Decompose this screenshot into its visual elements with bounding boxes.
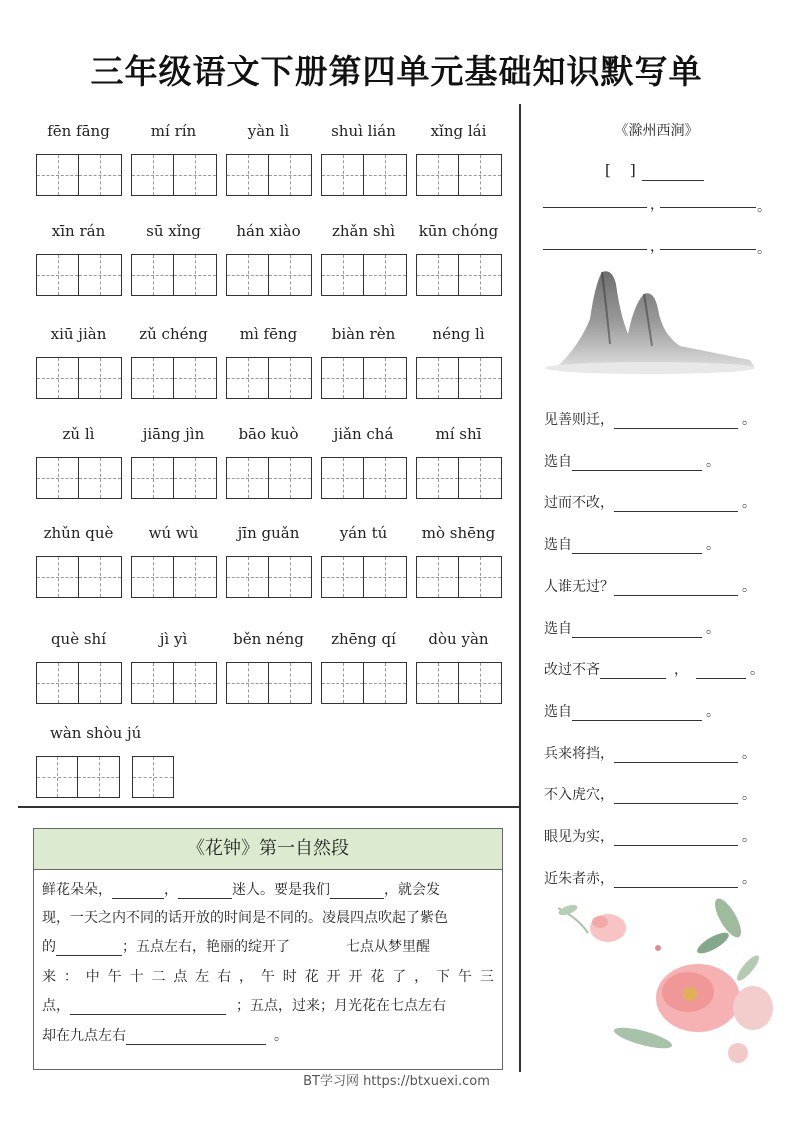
huazhong-blank-1[interactable] — [112, 885, 164, 899]
huazhong-char: 二 — [151, 969, 166, 985]
huazhong-char: 左 — [195, 969, 210, 985]
tianzige-cell[interactable] — [364, 662, 407, 704]
saying-blank[interactable] — [572, 706, 702, 721]
huazhong-text: 七点从梦里醒 — [346, 939, 430, 955]
huazhong-blank-6[interactable] — [126, 1031, 266, 1045]
saying-prompt: 人谁无过？ — [544, 578, 614, 595]
pinyin-text: zǔ chéng — [139, 325, 208, 343]
pinyin-word — [226, 222, 311, 298]
tianzige-cell[interactable] — [459, 662, 502, 704]
saying-end-punct: 。 — [742, 495, 756, 512]
tianzige-cell[interactable] — [131, 556, 174, 598]
character-boxes — [226, 357, 312, 399]
character-boxes — [416, 662, 502, 704]
tianzige-cell[interactable] — [269, 457, 312, 499]
poem-line1-period: 。 — [757, 199, 771, 215]
tianzige-cell[interactable] — [364, 154, 407, 196]
pinyin-word — [226, 630, 311, 706]
huazhong-char: ， — [239, 969, 254, 985]
huazhong-text: ， — [164, 882, 178, 898]
tianzige-cell[interactable] — [131, 254, 174, 296]
pinyin-word — [131, 425, 216, 501]
poem-line2-blank-b[interactable] — [660, 249, 756, 250]
pinyin-text: zhǎn shì — [331, 222, 396, 240]
saying-prompt: 改过不吝 — [544, 662, 600, 679]
huazhong-blank-2[interactable] — [178, 885, 232, 899]
pinyin-text: zhǔn què — [43, 524, 114, 542]
saying-prompt: 眼见为实， — [544, 829, 614, 845]
huazhong-text: ；五点左右，艳丽的绽开了 — [122, 939, 290, 955]
tianzige-cell[interactable] — [364, 254, 407, 296]
pinyin-word — [36, 325, 121, 401]
saying-line — [544, 868, 756, 888]
character-boxes — [131, 254, 217, 296]
pinyin-word — [416, 425, 501, 501]
character-boxes — [36, 154, 122, 196]
pinyin-text: wàn shòu jú — [50, 724, 142, 742]
pinyin-text: yán tú — [339, 524, 388, 542]
huazhong-char: 开 — [326, 969, 341, 985]
tianzige-cell[interactable] — [36, 756, 78, 798]
pinyin-word — [321, 425, 406, 501]
pinyin-word — [226, 122, 311, 198]
huazhong-text: 鲜花朵朵， — [42, 882, 112, 898]
saying-line — [544, 826, 756, 846]
pinyin-word — [416, 630, 501, 706]
character-boxes — [321, 457, 407, 499]
tianzige-cell[interactable] — [364, 357, 407, 399]
huazhong-text: ，就会发 — [384, 882, 440, 898]
huazhong-char: ： — [63, 969, 78, 985]
saying-line — [544, 576, 756, 596]
tianzige-cell[interactable] — [36, 254, 79, 296]
pinyin-word — [131, 222, 216, 298]
character-boxes — [36, 357, 122, 399]
tianzige-cell[interactable] — [416, 154, 459, 196]
tianzige-cell[interactable] — [416, 457, 459, 499]
pinyin-text: què shí — [50, 630, 107, 648]
huazhong-char: 十 — [129, 969, 144, 985]
character-boxes — [226, 662, 312, 704]
saying-end-punct: 。 — [742, 745, 756, 762]
tianzige-cell[interactable] — [174, 357, 217, 399]
poem-line2-comma: ， — [650, 239, 664, 255]
pinyin-word — [131, 122, 216, 198]
huazhong-char: 来 — [42, 969, 56, 985]
pinyin-text: bāo kuò — [238, 425, 299, 443]
pinyin-text: xiū jiàn — [50, 325, 107, 343]
saying-end-punct: 。 — [750, 662, 764, 679]
pinyin-text: néng lì — [432, 325, 485, 343]
pinyin-word — [131, 524, 216, 600]
huazhong-char: 时 — [282, 969, 297, 985]
huazhong-char: 花 — [370, 969, 385, 985]
poem-line2-blank-a[interactable] — [543, 249, 647, 250]
huazhong-char: 了 — [392, 969, 407, 985]
huazhong-blank-3[interactable] — [330, 885, 384, 899]
tianzige-cell[interactable] — [416, 357, 459, 399]
pinyin-word — [416, 524, 501, 600]
pinyin-text: jiāng jìn — [142, 425, 205, 443]
saying-prompt: 选自 — [544, 537, 572, 554]
huazhong-char: 点 — [173, 969, 188, 985]
huazhong-line-4 — [42, 966, 494, 986]
tianzige-cell[interactable] — [174, 662, 217, 704]
saying-prompt: 过而不改， — [544, 495, 614, 512]
pinyin-text: mò shēng — [421, 524, 496, 542]
pinyin-text: jiǎn chá — [333, 425, 394, 443]
tianzige-cell[interactable] — [79, 662, 122, 704]
saying-blank[interactable] — [614, 497, 738, 512]
pinyin-text: hán xiào — [236, 222, 301, 240]
poem-line2-period: 。 — [757, 241, 771, 257]
huazhong-char: 开 — [348, 969, 363, 985]
pinyin-word — [226, 325, 311, 401]
tianzige-cell[interactable] — [459, 154, 502, 196]
character-boxes — [321, 254, 407, 296]
pinyin-word — [36, 425, 121, 501]
tianzige-cell[interactable] — [321, 357, 364, 399]
huazhong-char: 中 — [85, 969, 100, 985]
pinyin-word — [226, 425, 311, 501]
pinyin-text: fēn fāng — [47, 122, 110, 140]
saying-blank[interactable] — [572, 539, 702, 554]
huazhong-line-6 — [42, 1025, 288, 1045]
pinyin-text: jīn guǎn — [237, 524, 300, 542]
saying-end-punct: 。 — [706, 620, 720, 637]
saying-prompt: 见善则迁， — [544, 412, 614, 428]
saying-end-punct: 。 — [706, 453, 720, 470]
saying-prompt: 选自 — [544, 620, 572, 637]
tianzige-cell[interactable] — [174, 154, 217, 196]
tianzige-cell[interactable] — [416, 662, 459, 704]
huazhong-passage-box — [33, 828, 503, 1070]
pinyin-word — [416, 325, 501, 401]
pinyin-word — [416, 222, 501, 298]
tianzige-cell[interactable] — [226, 457, 269, 499]
saying-prompt: 选自 — [544, 453, 572, 470]
tianzige-cell[interactable] — [131, 457, 174, 499]
character-boxes — [131, 357, 217, 399]
huazhong-line-3 — [42, 936, 430, 956]
pinyin-text: jì yì — [159, 630, 188, 648]
pinyin-word — [321, 122, 406, 198]
tianzige-cell[interactable] — [79, 254, 122, 296]
saying-end-punct: 。 — [742, 412, 756, 428]
poem-line1-blank-b[interactable] — [660, 207, 756, 208]
tianzige-cell[interactable] — [269, 154, 312, 196]
character-boxes — [416, 357, 502, 399]
saying-blank[interactable] — [614, 748, 738, 763]
huazhong-char: 三 — [479, 969, 494, 985]
character-boxes — [321, 357, 407, 399]
poem-dynasty-bracket: [ ] — [605, 161, 636, 179]
pinyin-word — [36, 630, 121, 706]
saying-end-punct: 。 — [742, 787, 756, 804]
huazhong-blank-5[interactable] — [70, 1001, 226, 1015]
huazhong-text: ；五点，过来；月光花在七点左右 — [236, 998, 446, 1014]
saying-end-punct: 。 — [742, 578, 756, 595]
saying-blank[interactable] — [614, 831, 738, 846]
saying-end-punct: 。 — [742, 829, 756, 845]
pinyin-word — [321, 524, 406, 600]
tianzige-cell[interactable] — [132, 756, 174, 798]
tianzige-cell[interactable] — [174, 556, 217, 598]
tianzige-cell[interactable] — [131, 154, 174, 196]
pinyin-text: běn néng — [233, 630, 304, 648]
tianzige-cell[interactable] — [78, 756, 120, 798]
saying-prompt: 不入虎穴， — [544, 787, 614, 804]
character-boxes — [321, 556, 407, 598]
pinyin-text: wú wù — [148, 524, 199, 542]
saying-blank[interactable] — [696, 664, 746, 679]
tianzige-cell[interactable] — [459, 556, 502, 598]
pinyin-text: shuì lián — [331, 122, 396, 140]
huazhong-char: 右 — [217, 969, 232, 985]
huazhong-text: 点， — [42, 998, 70, 1014]
tianzige-cell[interactable] — [79, 556, 122, 598]
tianzige-cell[interactable] — [416, 254, 459, 296]
poem-line1-blank-a[interactable] — [543, 207, 647, 208]
saying-line — [544, 492, 756, 512]
pinyin-word — [416, 122, 501, 198]
ink-mountain-illustration — [540, 264, 760, 384]
character-boxes — [321, 662, 407, 704]
tianzige-cell[interactable] — [321, 662, 364, 704]
character-boxes — [131, 154, 217, 196]
tianzige-cell[interactable] — [79, 457, 122, 499]
poem-author-blank[interactable] — [642, 180, 704, 181]
huazhong-line-5 — [42, 995, 446, 1015]
saying-end-punct: 。 — [706, 703, 720, 720]
pinyin-text: mí rín — [150, 122, 197, 140]
huazhong-text: 却在九点左右 — [42, 1028, 126, 1044]
saying-blank[interactable] — [614, 581, 738, 596]
tianzige-cell[interactable] — [459, 254, 502, 296]
saying-blank[interactable] — [572, 623, 702, 638]
saying-end-punct: 。 — [706, 537, 720, 554]
watercolor-flower-illustration — [548, 888, 774, 1078]
saying-line — [544, 701, 720, 721]
tianzige-cell[interactable] — [226, 357, 269, 399]
tianzige-cell[interactable] — [364, 556, 407, 598]
saying-line — [544, 784, 756, 804]
huazhong-line-2: 现，一天之内不同的话开放的时间是不同的。凌晨四点吹起了紫色 — [42, 910, 448, 926]
pinyin-word — [321, 325, 406, 401]
character-boxes — [321, 154, 407, 196]
saying-line — [544, 618, 720, 638]
tianzige-cell[interactable] — [36, 154, 79, 196]
pinyin-text: yàn lì — [247, 122, 290, 140]
character-boxes — [226, 254, 312, 296]
saying-line — [544, 743, 756, 763]
huazhong-char: 花 — [304, 969, 319, 985]
character-boxes — [416, 556, 502, 598]
saying-blank[interactable] — [614, 789, 738, 804]
saying-blank[interactable] — [600, 664, 666, 679]
pinyin-text: zǔ lì — [62, 425, 95, 443]
pinyin-word — [321, 222, 406, 298]
tianzige-cell[interactable] — [226, 254, 269, 296]
huazhong-char: 下 — [436, 969, 451, 985]
tianzige-cell[interactable] — [321, 556, 364, 598]
page-title: 三年级语文下册第四单元基础知识默写单 — [90, 52, 703, 91]
column-divider — [519, 104, 521, 1072]
tianzige-cell[interactable] — [269, 556, 312, 598]
tianzige-cell[interactable] — [226, 556, 269, 598]
tianzige-cell[interactable] — [226, 662, 269, 704]
pinyin-word — [36, 122, 121, 198]
pinyin-word — [36, 524, 121, 600]
character-boxes — [36, 662, 122, 704]
saying-blank[interactable] — [614, 414, 738, 429]
saying-line — [544, 451, 720, 471]
saying-end-punct: 。 — [742, 870, 756, 887]
saying-prompt: 选自 — [544, 703, 572, 720]
tianzige-cell[interactable] — [79, 154, 122, 196]
pinyin-text: mí shī — [435, 425, 482, 443]
huazhong-blank-4[interactable] — [56, 942, 122, 956]
character-boxes — [416, 254, 502, 296]
character-boxes — [226, 457, 312, 499]
tianzige-cell[interactable] — [131, 357, 174, 399]
character-boxes — [416, 457, 502, 499]
tianzige-cell[interactable] — [269, 254, 312, 296]
tianzige-cell[interactable] — [174, 457, 217, 499]
pinyin-word — [131, 630, 216, 706]
section-divider — [18, 806, 520, 808]
pinyin-text: kūn chóng — [418, 222, 499, 240]
pinyin-text: xǐng lái — [430, 122, 487, 140]
huazhong-line-1 — [42, 879, 440, 899]
character-boxes — [131, 556, 217, 598]
tianzige-cell[interactable] — [226, 154, 269, 196]
pinyin-word — [226, 524, 311, 600]
tianzige-cell[interactable] — [416, 556, 459, 598]
tianzige-cell[interactable] — [269, 662, 312, 704]
tianzige-cell[interactable] — [321, 254, 364, 296]
saying-line — [544, 534, 720, 554]
saying-mid-punct: ， — [674, 662, 688, 679]
pinyin-text: dòu yàn — [428, 630, 489, 648]
tianzige-cell[interactable] — [459, 457, 502, 499]
character-boxes — [36, 556, 122, 598]
tianzige-cell[interactable] — [131, 662, 174, 704]
pinyin-text: xīn rán — [51, 222, 106, 240]
footer-watermark: BT学习网 https://btxuexi.com — [303, 1074, 490, 1089]
character-boxes — [36, 457, 122, 499]
pinyin-text: sū xǐng — [146, 222, 201, 240]
character-boxes — [131, 662, 217, 704]
tianzige-cell[interactable] — [36, 556, 79, 598]
saying-blank[interactable] — [614, 873, 738, 888]
huazhong-char: ， — [414, 969, 429, 985]
tianzige-cell[interactable] — [321, 154, 364, 196]
tianzige-cell[interactable] — [36, 357, 79, 399]
pinyin-word — [36, 724, 176, 800]
pinyin-text: biàn rèn — [331, 325, 396, 343]
tianzige-cell[interactable] — [79, 357, 122, 399]
saying-prompt: 兵来将挡， — [544, 745, 614, 762]
huazhong-text: 。 — [274, 1028, 288, 1044]
huazhong-char: 午 — [457, 969, 472, 985]
character-boxes — [36, 756, 174, 798]
pinyin-text: zhēng qí — [331, 630, 396, 648]
poem-title: 《滁州西涧》 — [614, 123, 699, 139]
character-boxes — [416, 154, 502, 196]
tianzige-cell[interactable] — [321, 457, 364, 499]
huazhong-text: 迷人。要是我们 — [232, 882, 330, 898]
tianzige-cell[interactable] — [36, 457, 79, 499]
pinyin-text: mì fēng — [239, 325, 298, 343]
huazhong-char: 午 — [260, 969, 275, 985]
saying-line — [544, 659, 764, 679]
huazhong-title: 《花钟》第一自然段 — [34, 829, 502, 870]
huazhong-text: 的 — [42, 939, 56, 955]
tianzige-cell[interactable] — [364, 457, 407, 499]
character-boxes — [226, 556, 312, 598]
pinyin-word — [321, 630, 406, 706]
saying-blank[interactable] — [572, 456, 702, 471]
character-boxes — [36, 254, 122, 296]
saying-prompt: 近朱者赤， — [544, 870, 614, 887]
poem-line1-comma: ， — [650, 197, 664, 213]
pinyin-word — [131, 325, 216, 401]
tianzige-cell[interactable] — [36, 662, 79, 704]
huazhong-char: 午 — [107, 969, 122, 985]
character-boxes — [131, 457, 217, 499]
pinyin-word — [36, 222, 121, 298]
saying-line — [544, 409, 756, 429]
tianzige-cell[interactable] — [269, 357, 312, 399]
character-boxes — [226, 154, 312, 196]
tianzige-cell[interactable] — [459, 357, 502, 399]
tianzige-cell[interactable] — [174, 254, 217, 296]
